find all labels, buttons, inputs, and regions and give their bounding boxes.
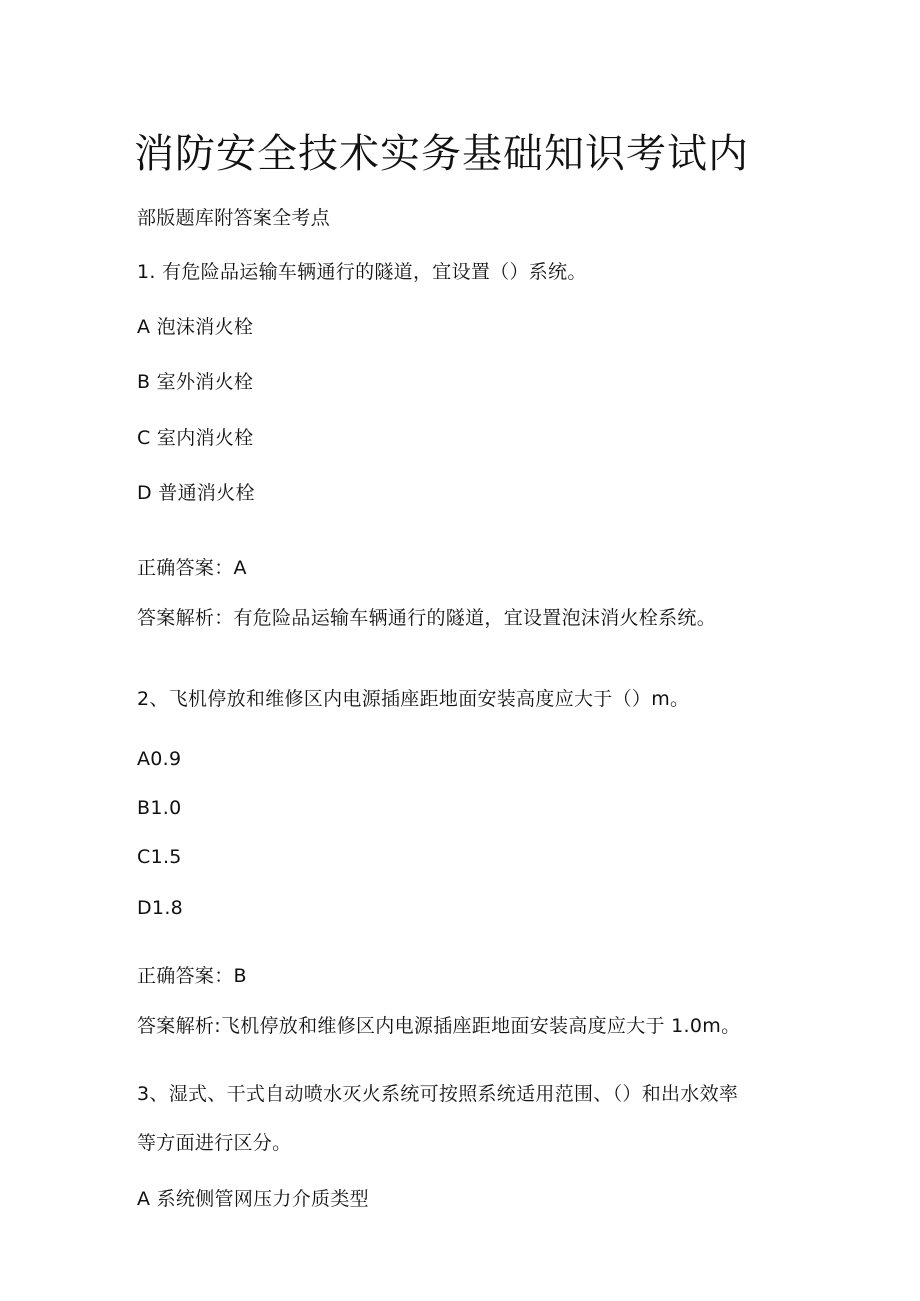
- question-1-explanation: 答案解析：有危险品运输车辆通行的隧道，宜设置泡沫消火栓系统。: [137, 607, 717, 629]
- question-2-option-a: A0.9: [137, 748, 182, 770]
- question-3-option-a: A 系统侧管网压力介质类型: [137, 1188, 369, 1210]
- question-2-option-c: C1.5: [137, 846, 182, 868]
- question-3-stem-line-2: 等方面进行区分。: [137, 1132, 292, 1154]
- question-1-answer: 正确答案：A: [137, 557, 247, 579]
- question-2-answer: 正确答案：B: [137, 965, 247, 987]
- question-2-option-b: B1.0: [137, 797, 182, 819]
- question-1-stem: 1. 有危险品运输车辆通行的隧道，宜设置（）系统。: [137, 261, 587, 283]
- question-1-option-b: B 室外消火栓: [137, 371, 254, 393]
- question-1-option-a: A 泡沫消火栓: [137, 316, 254, 338]
- document-title: 消防安全技术实务基础知识考试内: [134, 131, 749, 177]
- question-1-option-c: C 室内消火栓: [137, 427, 254, 449]
- question-3-stem-line-1: 3、湿式、干式自动喷水灭火系统可按照系统适用范围、（）和出水效率: [137, 1083, 739, 1105]
- question-2-stem: 2、飞机停放和维修区内电源插座距地面安装高度应大于（）m。: [137, 688, 690, 710]
- document-subtitle: 部版题库附答案全考点: [137, 207, 331, 229]
- question-1-option-d: D 普通消火栓: [137, 482, 255, 504]
- question-2-option-d: D1.8: [137, 897, 184, 919]
- question-2-explanation: 答案解析:飞机停放和维修区内电源插座距地面安装高度应大于 1.0m。: [137, 1015, 741, 1037]
